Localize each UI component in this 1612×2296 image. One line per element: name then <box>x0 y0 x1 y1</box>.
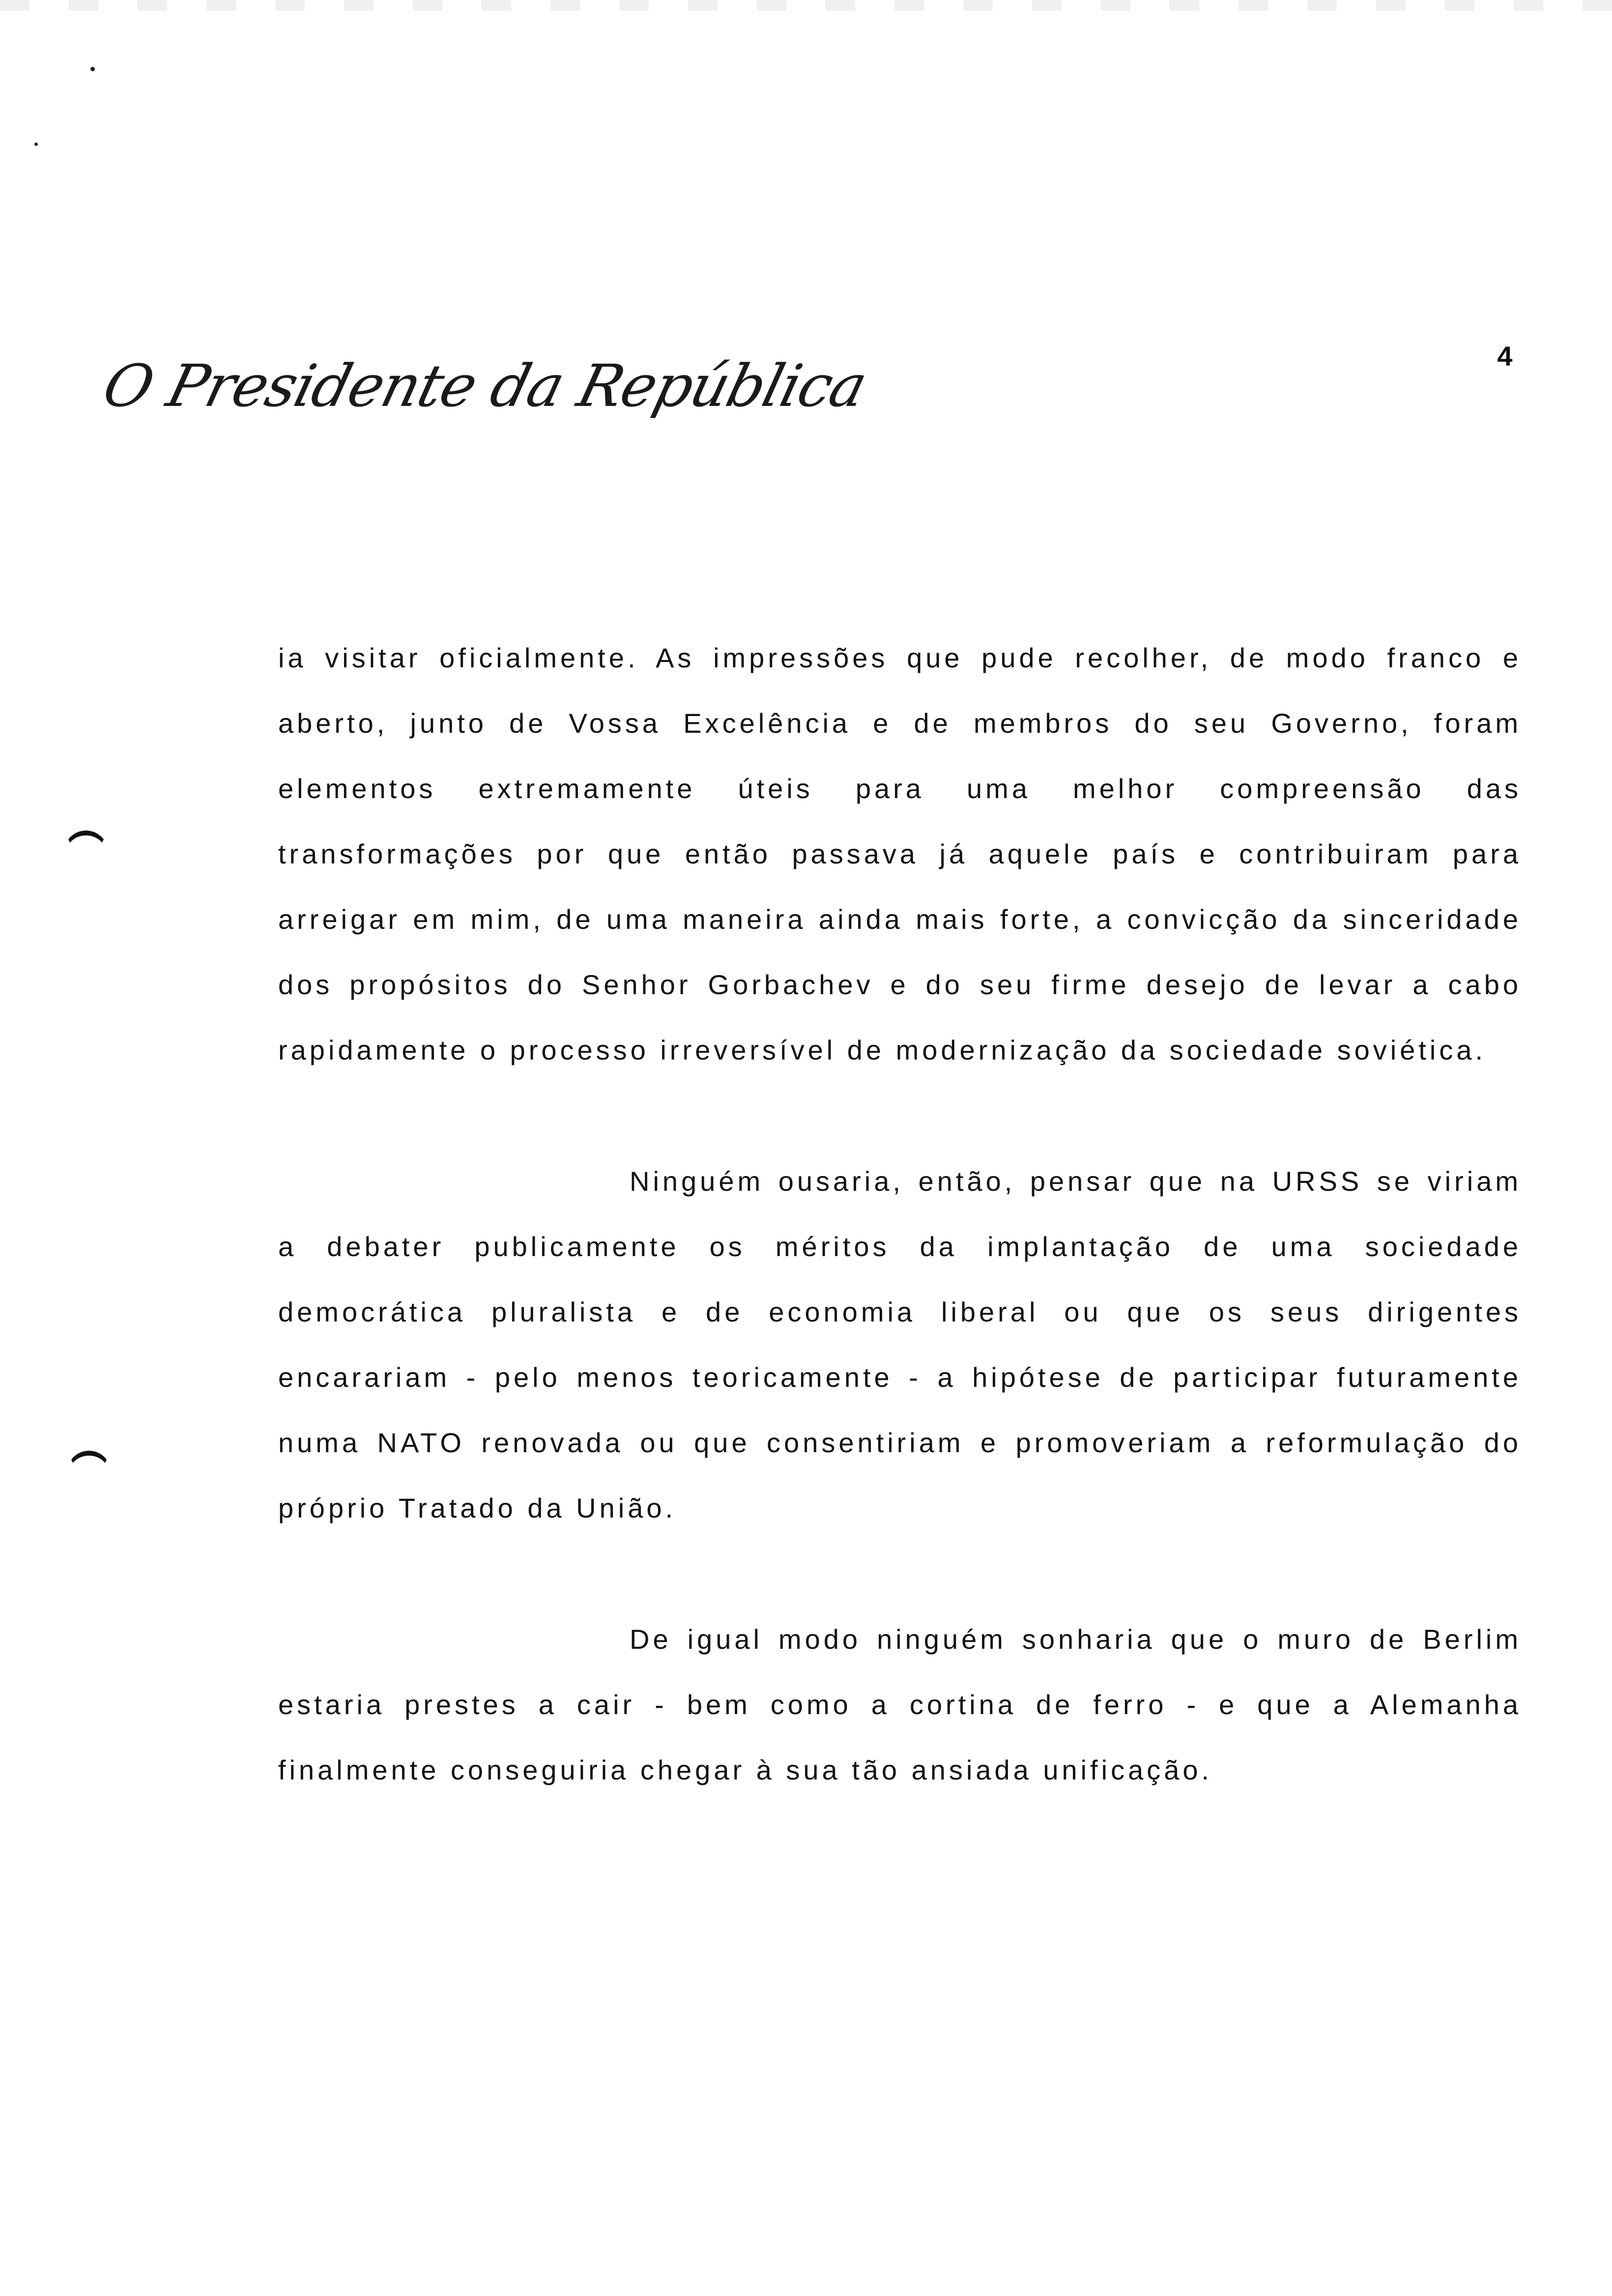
paragraph-1: ia visitar oficialmente. As impressões que pude recolher, de modo franco e aberto, junto de Vossa Excelência e de membros do seu Governo, foram elementos extremamente úteis para uma melhor compreensão das transformações por que então passava já aquele país e contribuiram para arreigar em mim, de uma maneira ainda mais forte, a convicção da sinceridade dos propósitos do Senhor Gorbachev e do seu firme desejo de levar a cabo rapidamente o processo irreversível de modernização da sociedade soviética. <box>278 642 1522 1065</box>
punch-hole-mark <box>67 1451 111 1495</box>
scan-speck <box>34 143 38 146</box>
letter-body <box>278 625 1522 1868</box>
scan-top-edge <box>0 0 1612 11</box>
punch-hole-mark <box>64 831 108 875</box>
scan-speck <box>90 67 95 71</box>
paragraph-3: De igual modo ninguém sonharia que o muro de Berlim estaria prestes a cair - bem como a cortina de ferro - e que a Alemanha finalmente conseguiria chegar à sua tão ansiada unificação. <box>278 1624 1522 1785</box>
page-number: 4 <box>1497 341 1513 372</box>
letterhead-title: O Presidente da República <box>96 352 873 420</box>
paragraph-2: Ninguém ousaria, então, pensar que na URSS se viriam a debater publicamente os méritos da implantação de uma sociedade democrática pluralista e de economia liberal ou que os seus dirigentes encarariam - pelo menos teoricamente - a hipótese de participar futuramente numa NATO renovada ou que consentiriam e promoveriam a reformulação do próprio Tratado da União. <box>278 1166 1522 1523</box>
